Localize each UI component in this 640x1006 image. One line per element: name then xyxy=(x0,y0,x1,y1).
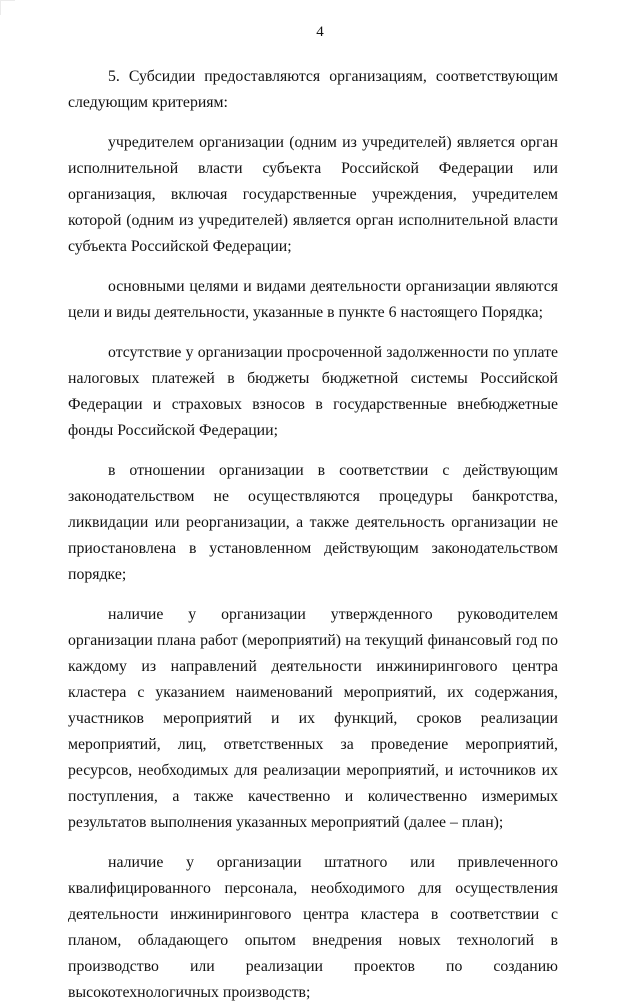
paragraph-no-tax-debt-criterion: отсутствие у организации просроченной задолженности по уплате налоговых платежей в бюджеты бюджетной системы Российской Федерации и страховых взносов в государственные внебюджетные фонды Российской Федерации; xyxy=(68,344,558,439)
paragraph-subsidy-criteria-intro: 5. Субсидии предоставляются организациям, соответствующим следующим критериям: xyxy=(68,68,558,111)
document-body xyxy=(68,64,558,1006)
scan-corner-mark xyxy=(0,0,15,15)
paragraph-no-bankruptcy-criterion: в отношении организации в соответствии с действующим законодательством не осуществляются процедуры банкротства, ликвидации или реорганизации, а также деятельность организации не приостановлена в установленном действующим законодательством порядке; xyxy=(68,462,558,583)
page-number: 4 xyxy=(316,24,324,40)
paragraph-activity-goals-criterion: основными целями и видами деятельности организации являются цели и виды деятельности, указанные в пункте 6 настоящего Порядка; xyxy=(68,278,558,321)
paragraph-work-plan-criterion: наличие у организации утвержденного руководителем организации плана работ (мероприятий) на текущий финансовый год по каждому из направлений деятельности инжинирингового центра кластера с указанием наименований мероприятий, их содержания, участников мероприятий и их функций, сроков реализации мероприятий, лиц, ответственных за проведение мероприятий, ресурсов, необходимых для реализации мероприятий, и источников их поступления, а также качественно и количественно измеримых результатов выполнения указанных мероприятий (далее – план); xyxy=(68,606,558,831)
paragraph-qualified-staff-criterion: наличие у организации штатного или привлеченного квалифицированного персонала, необходимого для осуществления деятельности инжинирингового центра кластера в соответствии с планом, обладающего опытом внедрения новых технологий в производство или реализации проектов по созданию высокотехнологичных производств; xyxy=(68,854,558,1001)
paragraph-founder-criterion: учредителем организации (одним из учредителей) является орган исполнительной власти субъекта Российской Федерации или организация, включая государственные учреждения, учредителем которой (одним из учредителей) является орган исполнительной власти субъекта Российской Федерации; xyxy=(68,134,558,255)
